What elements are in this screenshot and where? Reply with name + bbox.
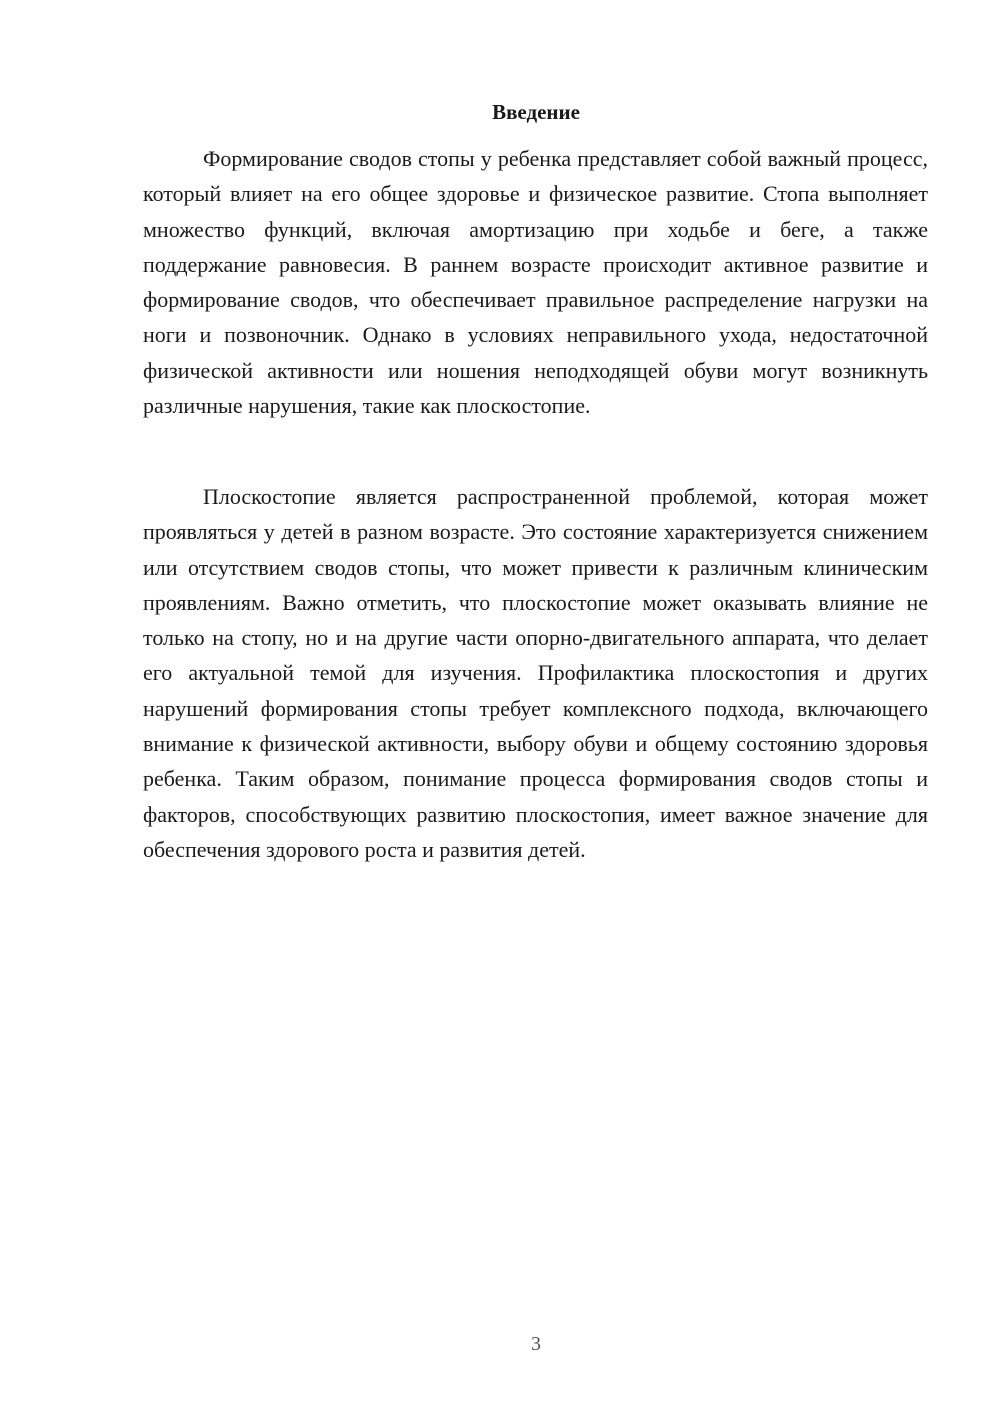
section-title: Введение bbox=[492, 100, 580, 124]
paragraph-1: Формирование сводов стопы у ребенка представляет собой важный процесс, который влияет на его общее здоровье и физическое развитие. Стопа выполняет множество функций, включая амортизацию при ходьбе и беге, а также поддержание равновесия. В раннем возрасте происходит активное развитие и формирование сводов, что обеспечивает правильное распределение нагрузки на ноги и позвоночник. Однако в условиях неправильного ухода, недостаточной физической активности или ношения неподходящей обуви могут возникнуть различные нарушения, такие как плоскостопие. bbox=[143, 146, 928, 419]
paragraph-1-block bbox=[143, 141, 928, 423]
paragraph-2-block bbox=[143, 479, 928, 867]
paragraph-2: Плоскостопие является распространенной проблемой, которая может проявляться у детей в разном возрасте. Это состояние характеризуется снижением или отсутствием сводов стопы, что может привести к различным клиническим проявлениям. Важно отметить, что плоскостопие может оказывать влияние не только на стопу, но и на другие части опорно-двигательного аппарата, что делает его актуальной темой для изучения. Профилактика плоскостопия и других нарушений формирования стопы требует комплексного подхода, включающего внимание к физической активности, выбору обуви и общему состоянию здоровья ребенка. Таким образом, понимание процесса формирования сводов стопы и факторов, способствующих развитию плоскостопия, имеет важное значение для обеспечения здорового роста и развития детей. bbox=[143, 484, 928, 862]
page-number: 3 bbox=[531, 1333, 541, 1355]
